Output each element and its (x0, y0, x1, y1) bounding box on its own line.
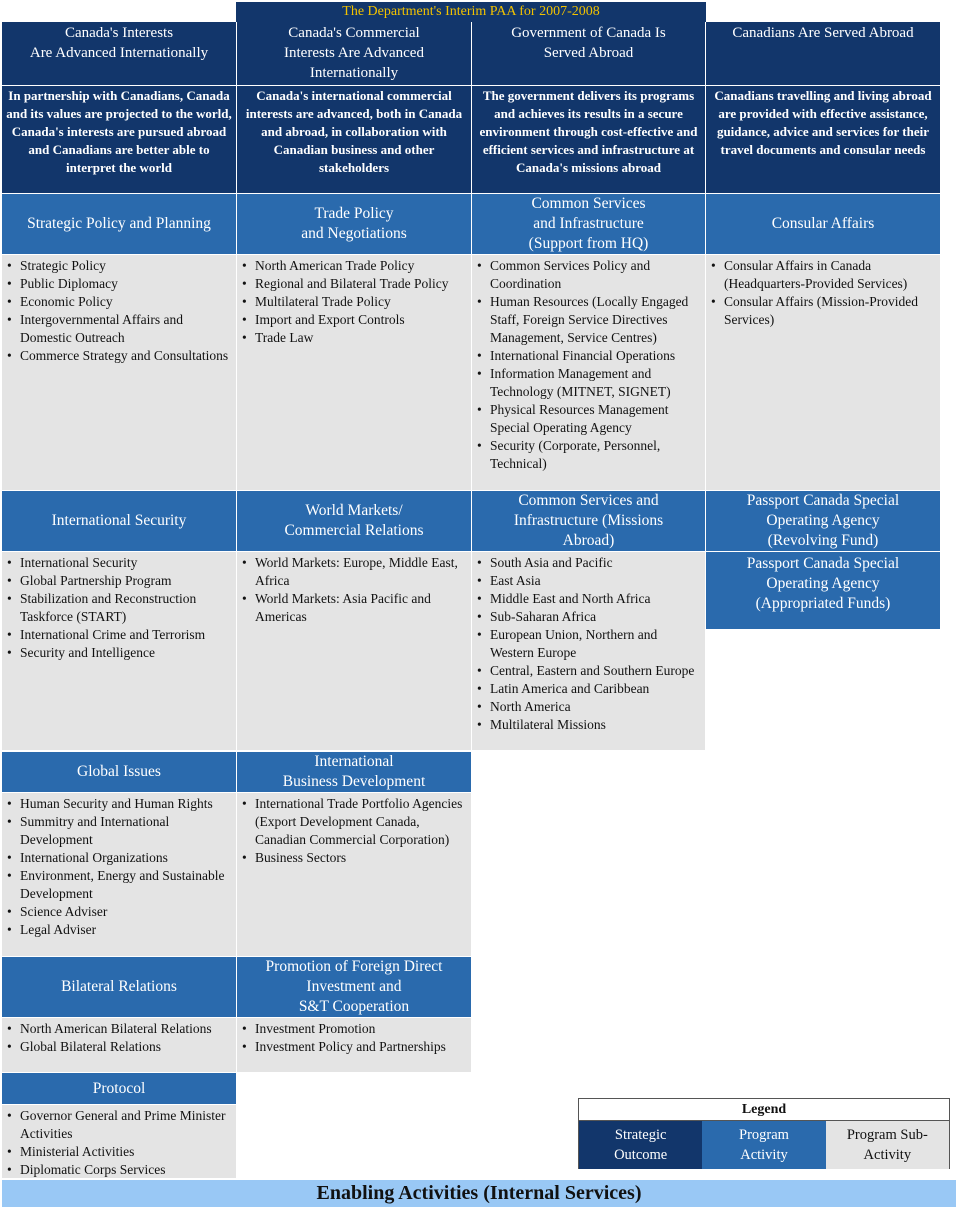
sub-activity-list (2, 1105, 236, 1178)
program-activity-label: Common Services and Infrastructure (Missions Abroad) (513, 492, 664, 549)
strategic-outcome-4-description: Canadians travelling and living abroad are provided with effective assistance, guidance, advice and services for their travel documents and consular needs (706, 86, 940, 193)
sub-activity-item: • Stabilization and Reconstruction Taskforce (START) (7, 590, 234, 626)
sub-activity-item: • World Markets: Asia Pacific and Americas (242, 590, 469, 626)
sub-activity-item: • Consular Affairs (Mission-Provided Services) (711, 293, 938, 329)
sub-activity-item: • North American Bilateral Relations (7, 1020, 234, 1038)
sub-activity-item: • Environment, Energy and Sustainable Development (7, 867, 234, 903)
sub-activity-item: • Import and Export Controls (242, 311, 469, 329)
sub-activity-item: • Central, Eastern and Southern Europe (477, 662, 703, 680)
sub-activity-item: • Multilateral Trade Policy (242, 293, 469, 311)
page-title: The Department's Interim PAA for 2007-2008 (236, 2, 706, 22)
sub-activity-item: • Human Resources (Locally Engaged Staff, Foreign Service Directives Management, Service Centres) (477, 293, 703, 347)
sub-activity-list (237, 255, 471, 490)
sub-activity-list (2, 552, 236, 750)
program-activity-foreign-investment (237, 957, 471, 1017)
sub-activity-item: • International Financial Operations (477, 347, 703, 365)
program-activity-label: International Business Development (282, 753, 426, 790)
program-activity-label: World Markets/ Commercial Relations (284, 502, 424, 539)
strategic-outcome-2-title: Canada's Commercial Interests Are Advanced Internationally (237, 22, 471, 85)
sub-activity-item: • Science Adviser (7, 903, 234, 921)
program-activity-label: International Security (51, 512, 187, 529)
sub-activity-item: • North American Trade Policy (242, 257, 469, 275)
program-activity-common-services-missions (472, 491, 705, 551)
sub-activity-item: • Legal Adviser (7, 921, 234, 939)
sub-activity-item: • Latin America and Caribbean (477, 680, 703, 698)
sub-activity-item: • Security (Corporate, Personnel, Technical) (477, 437, 703, 473)
program-activity-trade-policy (237, 194, 471, 254)
sub-activity-item: • Investment Policy and Partnerships (242, 1038, 469, 1056)
program-activity-label: Passport Canada Special Operating Agency (Revolving Fund) (746, 492, 900, 549)
sub-activity-list (237, 793, 471, 956)
sub-activity-item: • Consular Affairs in Canada (Headquarters-Provided Services) (711, 257, 938, 293)
sub-activity-item: • Business Sectors (242, 849, 469, 867)
sub-activity-item: • Physical Resources Management Special Operating Agency (477, 401, 703, 437)
sub-activity-item: • North America (477, 698, 703, 716)
legend-program-sub-activity: Program Sub- Activity (826, 1121, 949, 1169)
sub-activity-item: • Summitry and International Development (7, 813, 234, 849)
sub-activity-item: • International Organizations (7, 849, 234, 867)
sub-activity-item: • Intergovernmental Affairs and Domestic Outreach (7, 311, 234, 347)
sub-activity-item: • Strategic Policy (7, 257, 234, 275)
program-activity-label: Consular Affairs (771, 215, 875, 232)
sub-activity-item: • Investment Promotion (242, 1020, 469, 1038)
sub-activity-item: • Ministerial Activities (7, 1143, 234, 1161)
program-activity-label: Strategic Policy and Planning (27, 215, 211, 232)
sub-activity-list (2, 255, 236, 490)
sub-activity-item: • Global Partnership Program (7, 572, 234, 590)
program-activity-common-services-hq (472, 194, 705, 254)
sub-activity-item: • Global Bilateral Relations (7, 1038, 234, 1056)
program-activity-label: Bilateral Relations (61, 978, 177, 995)
strategic-outcome-3-description: The government delivers its programs and achieves its results in a secure environment through cost-effective and efficient services and infrastructure at Canada's missions abroad (472, 86, 705, 193)
program-activity-label: Protocol (92, 1079, 146, 1097)
sub-activity-item: • World Markets: Europe, Middle East, Africa (242, 554, 469, 590)
sub-activity-item: • International Trade Portfolio Agencies (Export Development Canada, Canadian Commercial Corporation) (242, 795, 469, 849)
sub-activity-item: • Regional and Bilateral Trade Policy (242, 275, 469, 293)
sub-activity-list (472, 552, 705, 750)
program-activity-label: Passport Canada Special Operating Agency (Appropriated Funds) (746, 555, 900, 612)
sub-activity-item: • Information Management and Technology (MITNET, SIGNET) (477, 365, 703, 401)
sub-activity-item: • East Asia (477, 572, 703, 590)
program-activity-consular-affairs (706, 194, 940, 254)
sub-activity-item: • Human Security and Human Rights (7, 795, 234, 813)
strategic-outcome-3-title: Government of Canada Is Served Abroad (472, 22, 705, 85)
program-activity-business-development (237, 752, 471, 792)
sub-activity-item: • Common Services Policy and Coordination (477, 257, 703, 293)
sub-activity-list (472, 255, 705, 490)
sub-activity-item: • Diplomatic Corps Services (7, 1161, 234, 1179)
program-activity-label: Trade Policy and Negotiations (301, 205, 407, 242)
sub-activity-item: • Governor General and Prime Minister Activities (7, 1107, 234, 1143)
sub-activity-list (2, 793, 236, 956)
sub-activity-item: • South Asia and Pacific (477, 554, 703, 572)
sub-activity-item: • Economic Policy (7, 293, 234, 311)
sub-activity-item: • Commerce Strategy and Consultations (7, 347, 234, 365)
strategic-outcome-1-description: In partnership with Canadians, Canada and its values are projected to the world, Canada's interests are pursued abroad and Canadians are better able to interpret the world (2, 86, 236, 193)
enabling-activities-bar: Enabling Activities (Internal Services) (2, 1180, 956, 1207)
strategic-outcome-1-title: Canada's Interests Are Advanced Internationally (2, 22, 236, 85)
legend-program-activity: Program Activity (702, 1121, 825, 1169)
strategic-outcome-4-title: Canadians Are Served Abroad (706, 22, 940, 85)
sub-activity-item: • Middle East and North Africa (477, 590, 703, 608)
program-activity-international-security (2, 491, 236, 551)
program-activity-passport-appropriated (706, 552, 940, 629)
program-activity-label: Common Services and Infrastructure (Support from HQ) (528, 195, 649, 252)
program-activity-passport-revolving (706, 491, 940, 551)
program-activity-protocol (2, 1073, 236, 1104)
sub-activity-item: • Multilateral Missions (477, 716, 703, 734)
sub-activity-item: • International Crime and Terrorism (7, 626, 234, 644)
strategic-outcome-2-description: Canada's international commercial interests are advanced, both in Canada and abroad, in collaboration with Canadian business and other stakeholders (237, 86, 471, 193)
program-activity-bilateral-relations (2, 957, 236, 1017)
sub-activity-item: • International Security (7, 554, 234, 572)
program-activity-global-issues (2, 752, 236, 792)
sub-activity-list (237, 1018, 471, 1072)
program-activity-strategic-policy (2, 194, 236, 254)
sub-activity-item: • Trade Law (242, 329, 469, 347)
legend-strategic-outcome: Strategic Outcome (579, 1121, 702, 1169)
sub-activity-item: • European Union, Northern and Western Europe (477, 626, 703, 662)
program-activity-label: Global Issues (77, 763, 161, 780)
sub-activity-list (237, 552, 471, 750)
sub-activity-item: • Public Diplomacy (7, 275, 234, 293)
legend-title: Legend (579, 1099, 949, 1121)
sub-activity-list (2, 1018, 236, 1072)
program-activity-world-markets (237, 491, 471, 551)
sub-activity-item: • Sub-Saharan Africa (477, 608, 703, 626)
sub-activity-list (706, 255, 940, 490)
legend (578, 1098, 950, 1169)
program-activity-label: Promotion of Foreign Direct Investment and S&T Cooperation (265, 958, 443, 1015)
sub-activity-item: • Security and Intelligence (7, 644, 234, 662)
